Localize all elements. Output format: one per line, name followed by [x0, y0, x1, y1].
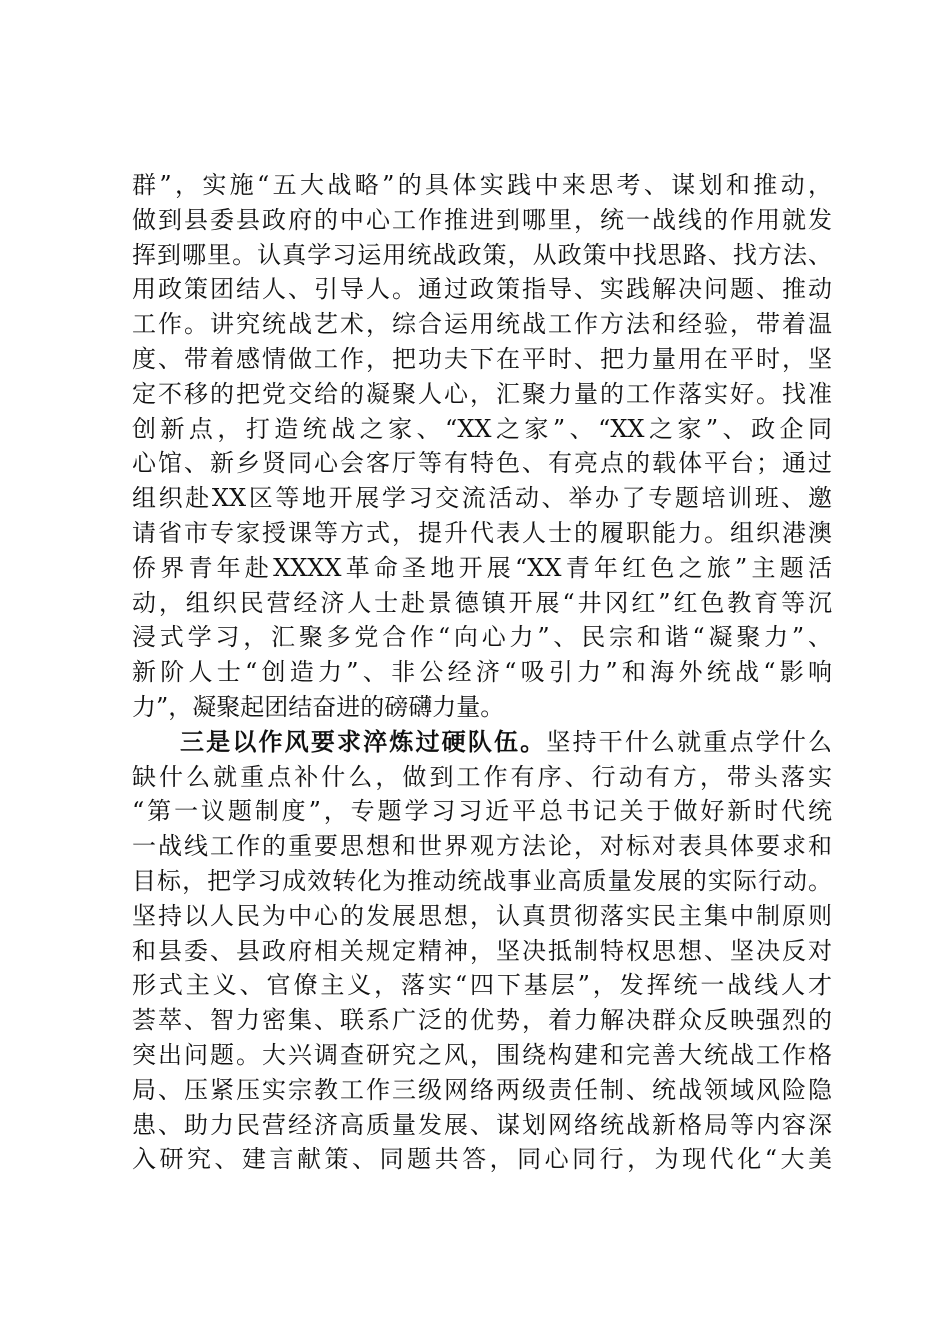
text-line: 突出问题。大兴调查研究之风，围绕构建和完善大统战工作格: [132, 1040, 832, 1069]
text-line: 目标，把学习成效转化为推动统战事业高质量发展的实际行动。: [132, 866, 832, 895]
text-line: “第一议题制度”，专题学习习近平总书记关于做好新时代统: [132, 797, 832, 826]
text-line: 荟萃、智力密集、联系广泛的优势，着力解决群众反映强烈的: [132, 1006, 832, 1035]
text-line: 组织赴XX区等地开展学习交流活动、举办了专题培训班、邀: [132, 484, 832, 513]
text-line: 创新点，打造统战之家、“XX之家”、“XX之家”、政企同: [132, 414, 832, 443]
paragraph-1: [132, 168, 832, 725]
text-line: 力”，凝聚起团结奋进的磅礴力量。: [132, 692, 505, 721]
text-line: 浸式学习，汇聚多党合作“向心力”、民宗和谐“凝聚力”、: [132, 623, 832, 652]
text-line: 一战线工作的重要思想和世界观方法论，对标对表具体要求和: [132, 832, 832, 861]
text-line: 局、压紧压实宗教工作三级网络两级责任制、统战领域风险隐: [132, 1075, 832, 1104]
text-line: 新阶人士“创造力”、非公经济“吸引力”和海外统战“影响: [132, 658, 832, 687]
text-line: 请省市专家授课等方式，提升代表人士的履职能力。组织港澳: [132, 518, 832, 547]
text-line: 缺什么就重点补什么，做到工作有序、行动有方，带头落实: [132, 762, 832, 791]
paragraph-first-line: [132, 725, 832, 760]
text-line: 心馆、新乡贤同心会客厅等有特色、有亮点的载体平台；通过: [132, 449, 832, 478]
text-line: 侨界青年赴XXXX革命圣地开展“XX青年红色之旅”主题活: [132, 553, 832, 582]
text-line: 坚持以人民为中心的发展思想，认真贯彻落实民主集中制原则: [132, 901, 832, 930]
text-line: 做到县委县政府的中心工作推进到哪里，统一战线的作用就发: [132, 205, 832, 234]
text-run: 坚持干什么就重点学什么: [546, 727, 833, 756]
text-line: 度、带着感情做工作，把功夫下在平时、把力量用在平时，坚: [132, 344, 832, 373]
text-line: 入研究、建言献策、同题共答，同心同行，为现代化“大美: [132, 1145, 832, 1174]
text-line: 患、助力民营经济高质量发展、谋划网络统战新格局等内容深: [132, 1110, 832, 1139]
text-line: 动，组织民营经济人士赴景德镇开展“井冈红”红色教育等沉: [132, 588, 832, 617]
text-line: 挥到哪里。认真学习运用统战政策，从政策中找思路、找方法、: [132, 240, 832, 269]
text-line: 群”，实施“五大战略”的具体实践中来思考、谋划和推动，: [132, 171, 832, 199]
text-line: 和县委、县政府相关规定精神，坚决抵制特权思想、坚决反对: [132, 936, 832, 965]
text-line: 定不移的把党交给的凝聚人心，汇聚力量的工作落实好。找准: [132, 379, 832, 408]
text-line: 形式主义、官僚主义，落实“四下基层”，发挥统一战线人才: [132, 971, 832, 1000]
paragraph-2: [132, 725, 832, 1177]
text-line: 用政策团结人、引导人。通过政策指导、实践解决问题、推动: [132, 275, 832, 304]
section-heading: 三是以作风要求淬炼过硬队伍。: [180, 726, 547, 756]
text-line: 工作。讲究统战艺术，综合运用统战工作方法和经验，带着温: [132, 310, 832, 339]
body-text: [132, 168, 832, 1177]
